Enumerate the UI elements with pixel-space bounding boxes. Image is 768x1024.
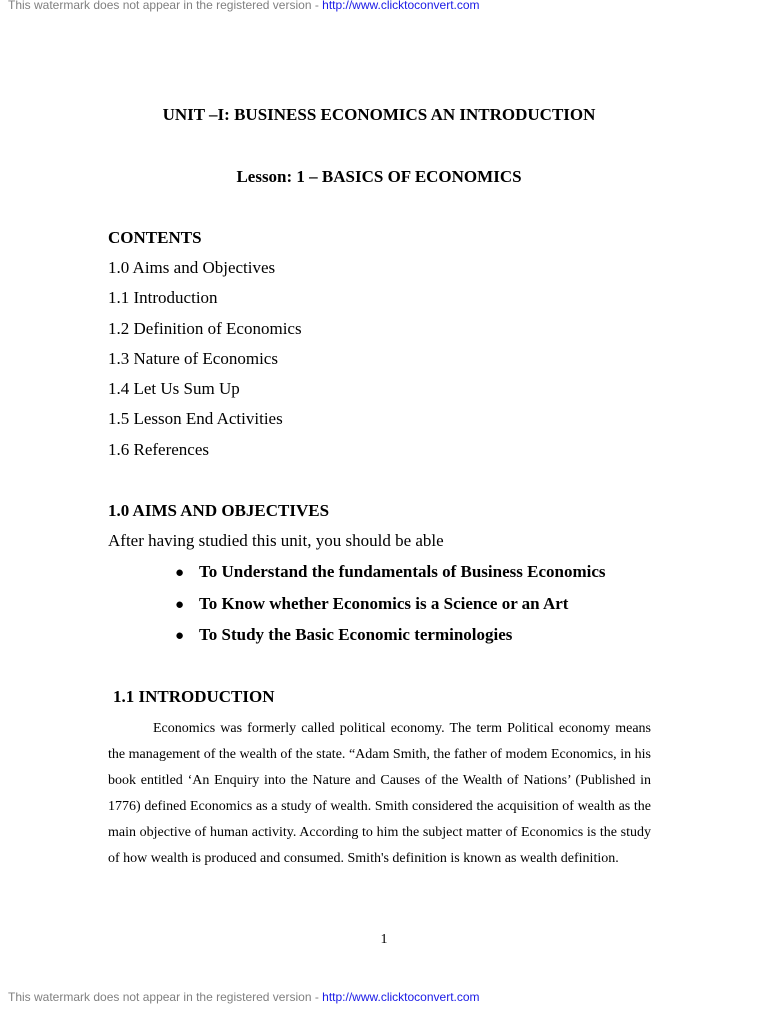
contents-item: 1.5 Lesson End Activities bbox=[108, 409, 283, 429]
aims-intro: After having studied this unit, you should be able bbox=[108, 531, 444, 550]
lesson-title: Lesson: 1 – BASICS OF ECONOMICS bbox=[236, 167, 522, 186]
introduction-paragraph: Economics was formerly called political economy. The term Political economy means the management of the wealth of the state. “Adam Smith, the father of modem Economics, in his book entitled ‘An Enquiry into the Nature and Causes of the Wealth of Nations’ (Published in 1776) defined Economics as a study of wealth. Smith considered the acquisition of wealth as the main objective of human activity. According to him the subject matter of Economics is the study of how wealth is produced and consumed. Smith's definition is known as wealth definition. bbox=[108, 721, 651, 866]
bullet-icon: ● bbox=[175, 596, 185, 613]
contents-item: 1.1 Introduction bbox=[108, 288, 218, 308]
objective-item bbox=[175, 594, 606, 626]
watermark-text: This watermark does not appear in the registered version - bbox=[8, 990, 323, 1004]
watermark-text: This watermark does not appear in the registered version - bbox=[8, 0, 323, 12]
watermark-link[interactable]: http://www.clicktoconvert.com bbox=[322, 990, 480, 1004]
introduction-heading: 1.1 INTRODUCTION bbox=[113, 687, 275, 706]
contents-item: 1.2 Definition of Economics bbox=[108, 318, 302, 338]
unit-title: UNIT –I: BUSINESS ECONOMICS AN INTRODUCTION bbox=[162, 105, 596, 124]
contents-item: 1.4 Let Us Sum Up bbox=[108, 379, 240, 399]
objective-item bbox=[175, 625, 606, 657]
objective-text: To Study the Basic Economic terminologies bbox=[199, 625, 513, 644]
objective-text: To Know whether Economics is a Science or an Art bbox=[199, 593, 569, 613]
contents-item: 1.0 Aims and Objectives bbox=[108, 258, 276, 277]
bullet-icon: ● bbox=[175, 565, 185, 581]
contents-item: 1.6 References bbox=[108, 439, 210, 459]
watermark-bottom bbox=[8, 990, 480, 1004]
bullet-icon: ● bbox=[175, 628, 185, 644]
watermark-top bbox=[8, 0, 480, 12]
aims-heading: 1.0 AIMS AND OBJECTIVES bbox=[108, 501, 330, 520]
objectives-list bbox=[175, 562, 606, 657]
contents-item: 1.3 Nature of Economics bbox=[108, 348, 278, 368]
page-number: 1 bbox=[380, 932, 388, 947]
objective-item bbox=[175, 562, 606, 594]
objective-text: To Understand the fundamentals of Business Economics bbox=[199, 562, 606, 581]
contents-heading: CONTENTS bbox=[108, 228, 202, 247]
contents-list bbox=[108, 258, 302, 470]
watermark-link[interactable]: http://www.clicktoconvert.com bbox=[322, 0, 480, 12]
